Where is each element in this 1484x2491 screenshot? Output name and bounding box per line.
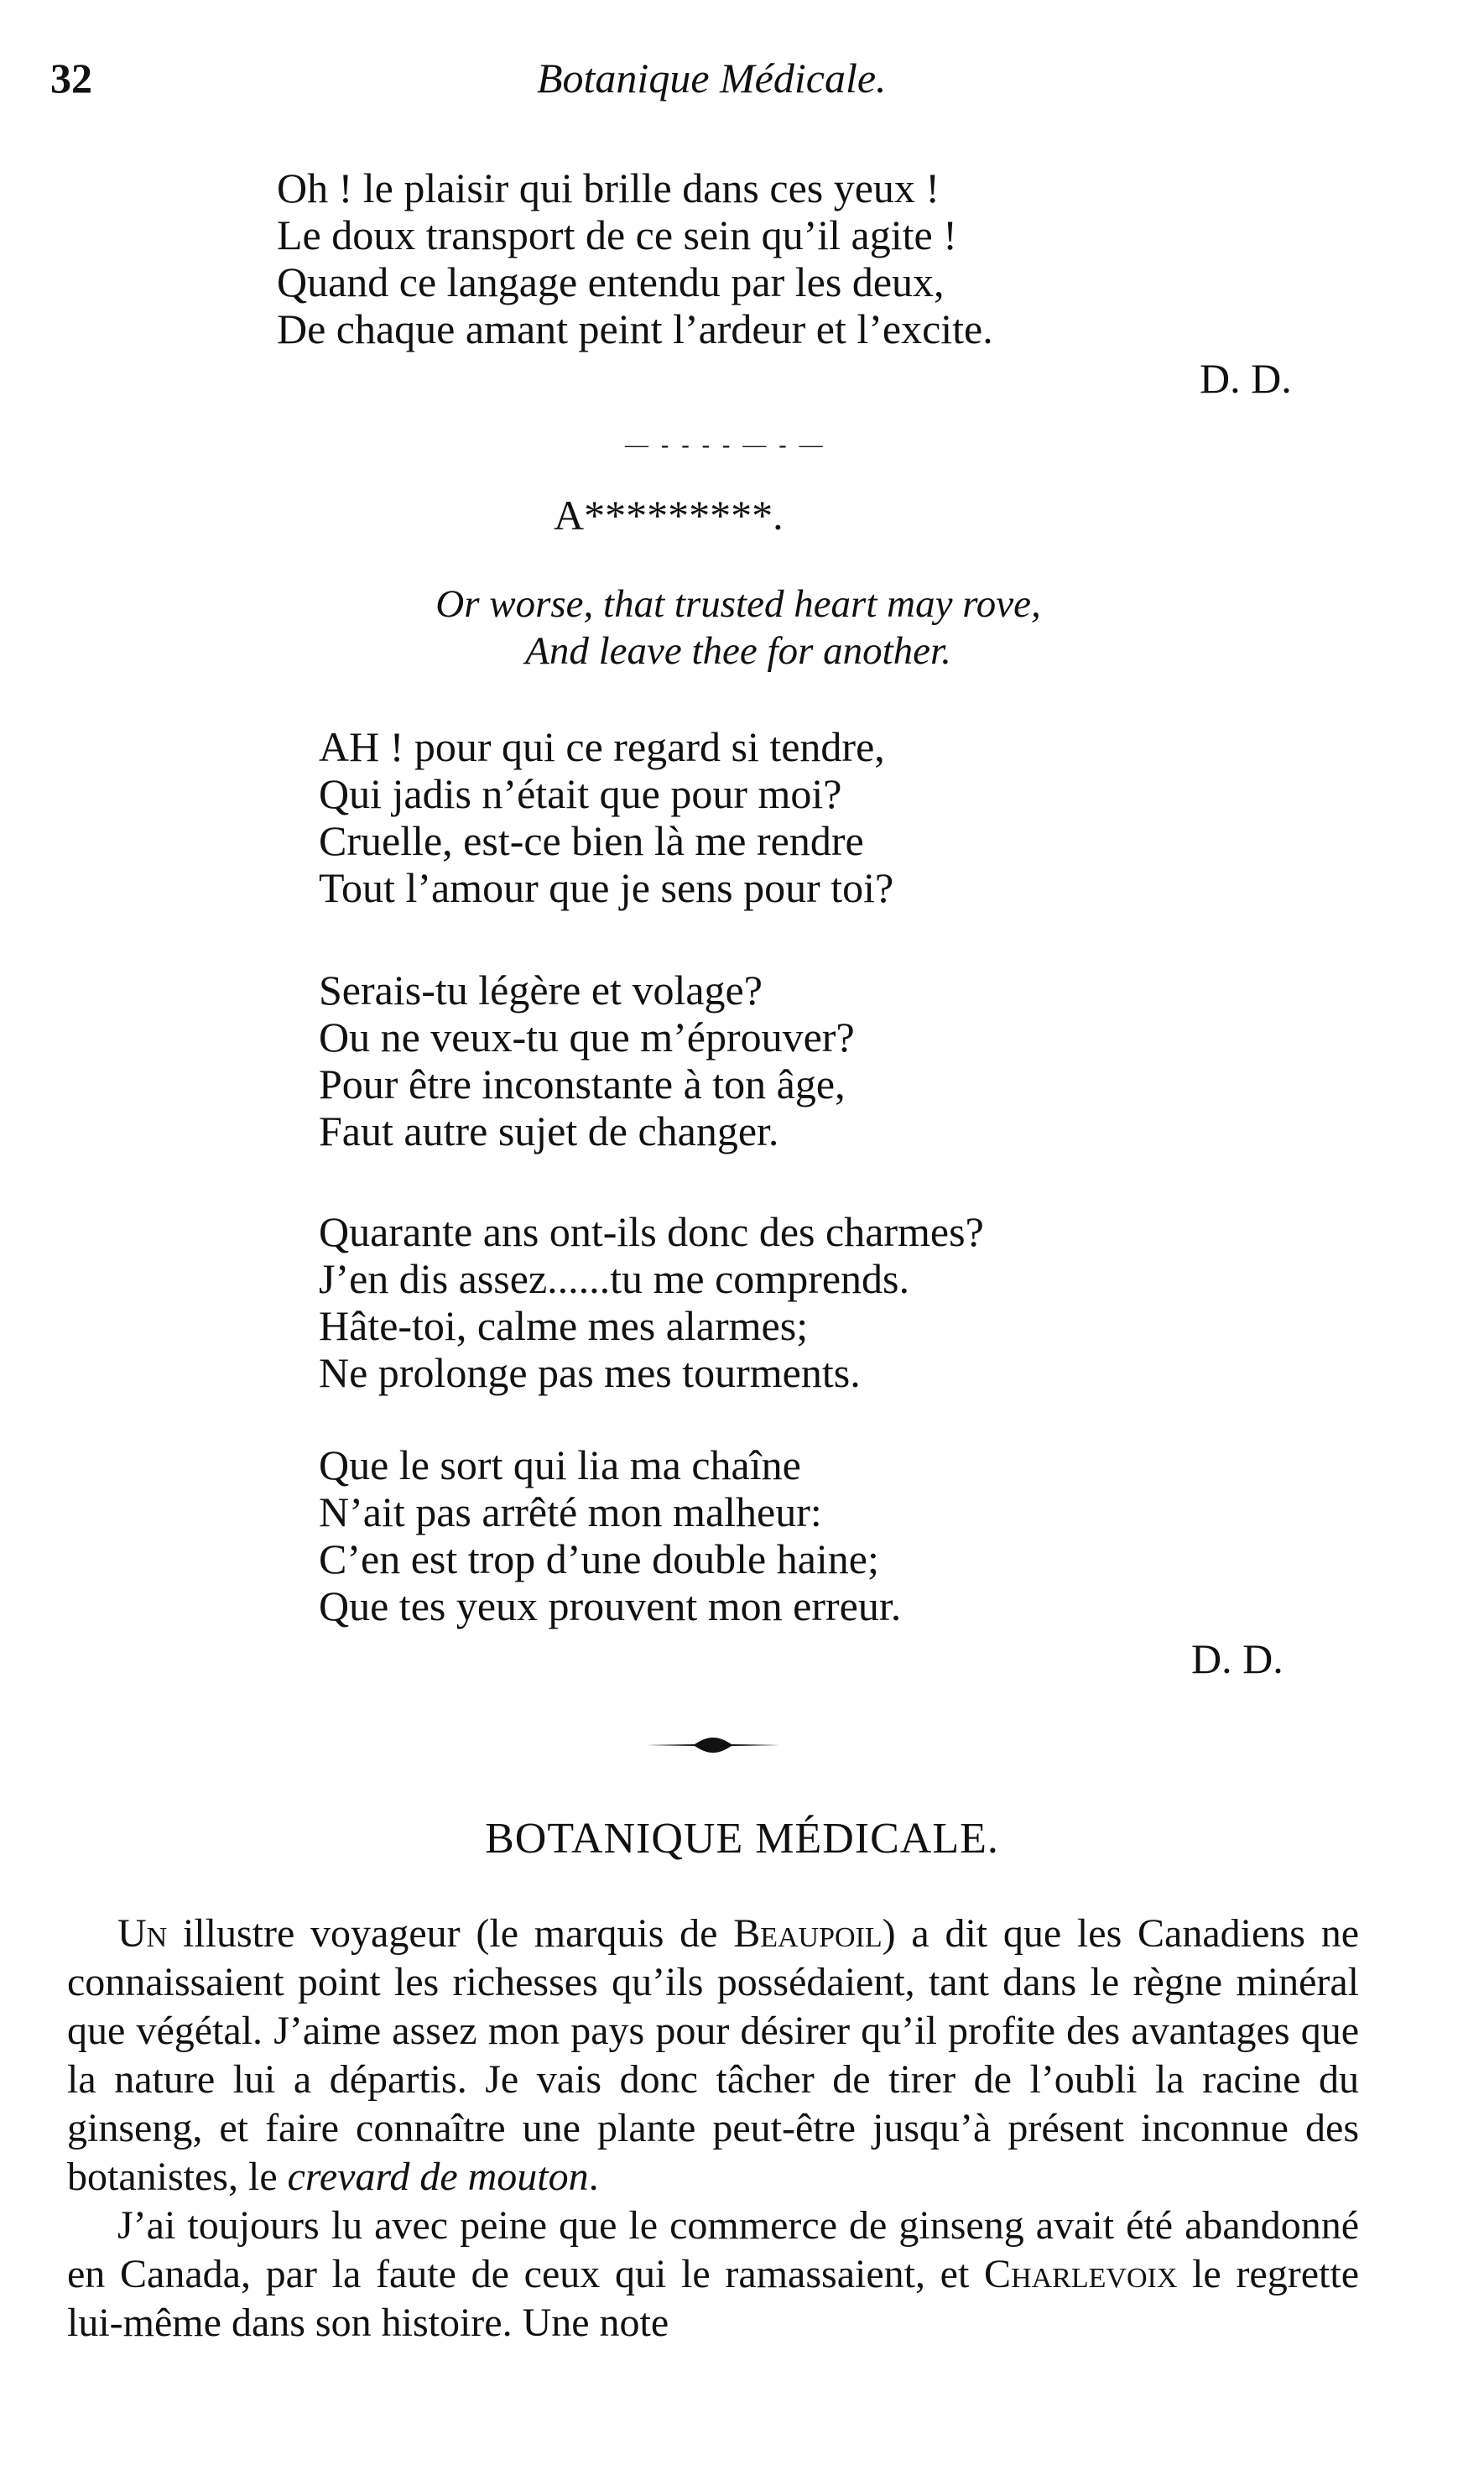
poem1-stanza (277, 164, 993, 352)
plant-name: crevard de mouton (287, 2155, 589, 2199)
text-run: ) a dit que les Canadiens ne connaissaient point les richesses qu’ils possédaient, tant dans le règne minéral que végétal. J’aime assez mon pays pour désirer qu’il profite des avantages que la nature lui a départis. Je vais donc tâcher de tirer de l’oubli la racine du ginseng, et faire connaître une plante peut-être jusqu’à présent inconnue des botanistes, le (67, 1911, 1359, 2199)
body-text (67, 1910, 1359, 2348)
poem-line: Tout l’amour que je sens pour toi? (319, 864, 894, 911)
person-name: Charlevoix (984, 2252, 1178, 2296)
poem-line: Que le sort qui lia ma chaîne (319, 1441, 801, 1488)
text-run: illustre voyageur (le marquis de (167, 1911, 734, 1956)
poem-line: Quarante ans ont-ils donc des charmes? (319, 1208, 984, 1255)
poem-line: Le doux transport de ce sein qu’il agite ! (277, 211, 957, 258)
poem-line: AH ! pour qui ce regard si tendre, (319, 723, 885, 770)
poem-line: Qui jadis n’était que pour moi? (319, 770, 842, 817)
poem2-signature: D. D. (1191, 1635, 1284, 1682)
poem-line: N’ait pas arrêté mon malheur: (319, 1488, 822, 1535)
epigraph-line: Or worse, that trusted heart may rove, (435, 582, 1041, 626)
epigraph (369, 581, 1107, 675)
poem-line: J’en dis assez......tu me comprends. (319, 1255, 910, 1302)
poem2-stanza-2 (319, 967, 855, 1154)
running-head: Botanique Médicale. (537, 55, 887, 102)
poem-line: Ne prolonge pas mes tourments. (319, 1349, 861, 1396)
page-header (0, 54, 1484, 112)
poem2-stanza-4 (319, 1441, 901, 1629)
ornament-rule-icon (646, 1735, 780, 1755)
paragraph (67, 1910, 1359, 2202)
poem1-signature: D. D. (1200, 355, 1292, 402)
poem-line: Serais-tu légère et volage? (319, 967, 763, 1014)
poem-line: Pour être inconstante à ton âge, (319, 1060, 846, 1107)
poem2-stanza-3 (319, 1208, 984, 1396)
poem-line: Oh ! le plaisir qui brille dans ces yeux ! (277, 164, 940, 211)
poem-line: C’en est trop d’une double haine; (319, 1535, 879, 1582)
poem-line: Faut autre sujet de changer. (319, 1107, 779, 1154)
text-run: J’ai toujours lu avec peine que le commerce de ginseng avait été abandonné en Canada, par la faute de ceux qui le ramassaient, et (67, 2203, 1359, 2296)
poem-line: Cruelle, est-ce bien là me rendre (319, 817, 864, 864)
poem-line: Que tes yeux prouvent mon erreur. (319, 1582, 902, 1629)
poem-line: Hâte-toi, calme mes alarmes; (319, 1302, 809, 1349)
text-run: . (588, 2155, 599, 2199)
separator: — - - - - — - — (625, 432, 826, 458)
page-number: 32 (50, 55, 92, 102)
text-run: le regrette lui-même dans son histoire. Une note (67, 2252, 1359, 2345)
person-name: Beaupoil (733, 1911, 883, 1956)
poem-line: De chaque amant peint l’ardeur et l’excite. (277, 305, 993, 352)
poem-line: Quand ce langage entendu par les deux, (277, 258, 945, 305)
section-title: BOTANIQUE MÉDICALE. (485, 1815, 999, 1863)
paragraph (67, 2202, 1359, 2348)
first-word: Un (117, 1911, 168, 1956)
epigraph-line: And leave thee for another. (525, 629, 951, 673)
dedication: A*********. (554, 492, 784, 539)
poem-line: Ou ne veux-tu que m’éprouver? (319, 1014, 855, 1060)
poem2-stanza-1 (319, 723, 893, 911)
